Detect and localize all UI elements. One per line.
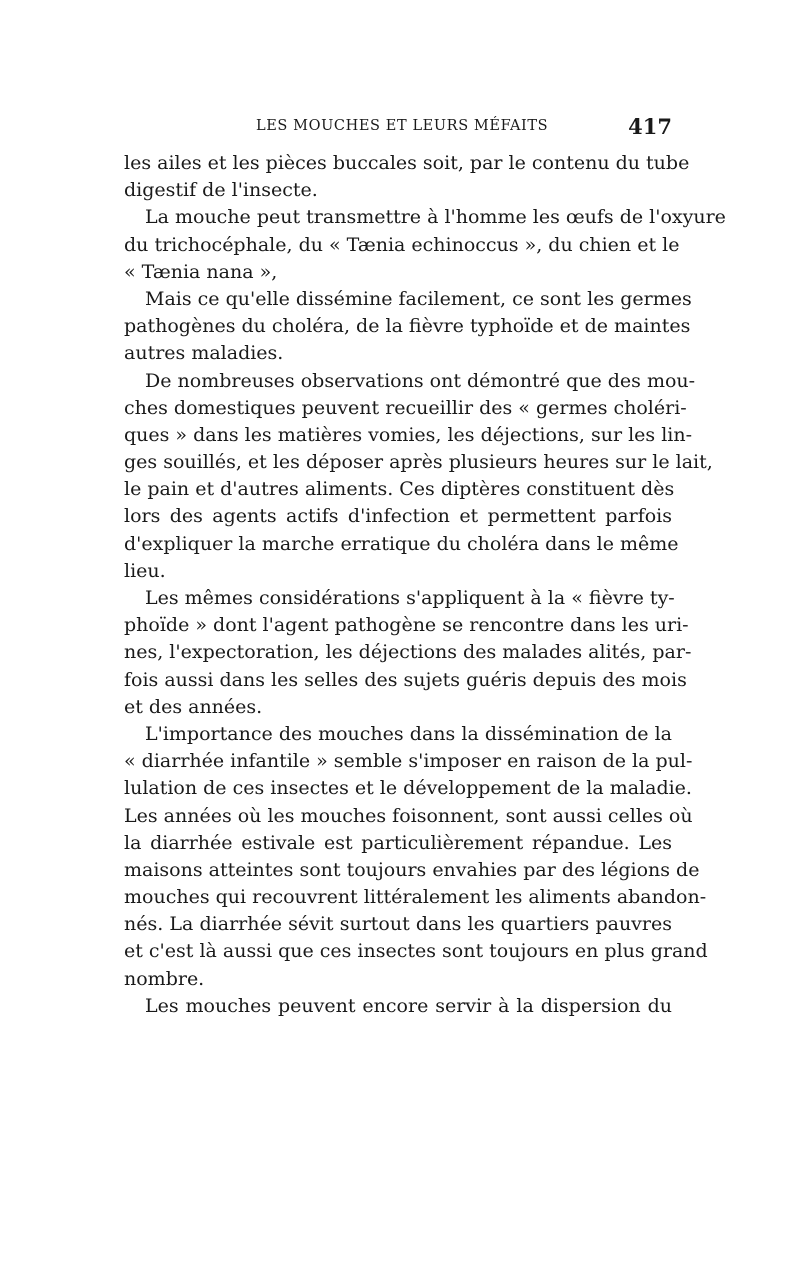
page-number: 417 [628,114,672,139]
text-line: lieu. [124,559,166,582]
text-line: Les années où les mouches foisonnent, sont aussi celles où [124,804,693,827]
text-line: fois aussi dans les selles des sujets guéris depuis des mois [124,668,687,691]
text-line: La mouche peut transmettre à l'homme les œufs de l'oxyure [145,206,726,229]
text-line: maisons atteintes sont toujours envahies par des légions de [124,858,700,881]
text-line: lulation de ces insectes et le développement de la maladie. [124,777,692,800]
text-line: nes, l'expectoration, les déjections des malades alités, par- [124,641,692,664]
text-line: Mais ce qu'elle dissémine facilement, ce sont les germes [145,287,692,310]
text-line: d'expliquer la marche erratique du choléra dans le même [124,532,679,555]
running-head [124,116,672,140]
text-line: pathogènes du choléra, de la fièvre typhoïde et de maintes [124,315,691,338]
text-line: les ailes et les pièces buccales soit, par le contenu du tube [124,152,690,174]
text-line: ques » dans les matières vomies, les déjections, sur les lin- [124,423,693,446]
text-line: la diarrhée estivale est particulièrement répandue. Les [124,831,672,854]
text-line: ches domestiques peuvent recueillir des « germes choléri- [124,396,687,419]
text-line: ges souillés, et les déposer après plusieurs heures sur le lait, [124,451,713,474]
text-line: « diarrhée infantile » semble s'imposer en raison de la pul- [124,750,693,773]
text-line: Les mouches peuvent encore servir à la dispersion du [145,994,672,1017]
text-line: « Tænia nana », [124,260,278,283]
text-line: lors des agents actifs d'infection et permettent parfois [124,505,672,528]
text-line: Les mêmes considérations s'appliquent à la « fièvre ty- [145,587,675,609]
text-line: De nombreuses observations ont démontré que des mou- [145,369,696,392]
text-line: et des années. [124,695,263,718]
text-line: L'importance des mouches dans la dissémination de la [145,722,672,745]
text-line: et c'est là aussi que ces insectes sont toujours en plus grand [124,940,708,963]
running-title: LES MOUCHES ET LEURS MÉFAITS [256,118,549,134]
text-line: phoïde » dont l'agent pathogène se rencontre dans les uri- [124,614,689,637]
text-line: digestif de l'insecte. [124,179,318,202]
text-line: le pain et d'autres aliments. Ces diptères constituent dès [124,478,675,501]
text-line: mouches qui recouvrent littéralement les aliments abandon- [124,886,707,909]
text-line: nés. La diarrhée sévit surtout dans les quartiers pauvres [124,913,672,936]
text-line: nombre. [124,967,205,990]
body-text [124,150,726,1020]
text-line: du trichocéphale, du « Tænia echinoccus », du chien et le [124,233,680,256]
text-line: autres maladies. [124,342,284,365]
